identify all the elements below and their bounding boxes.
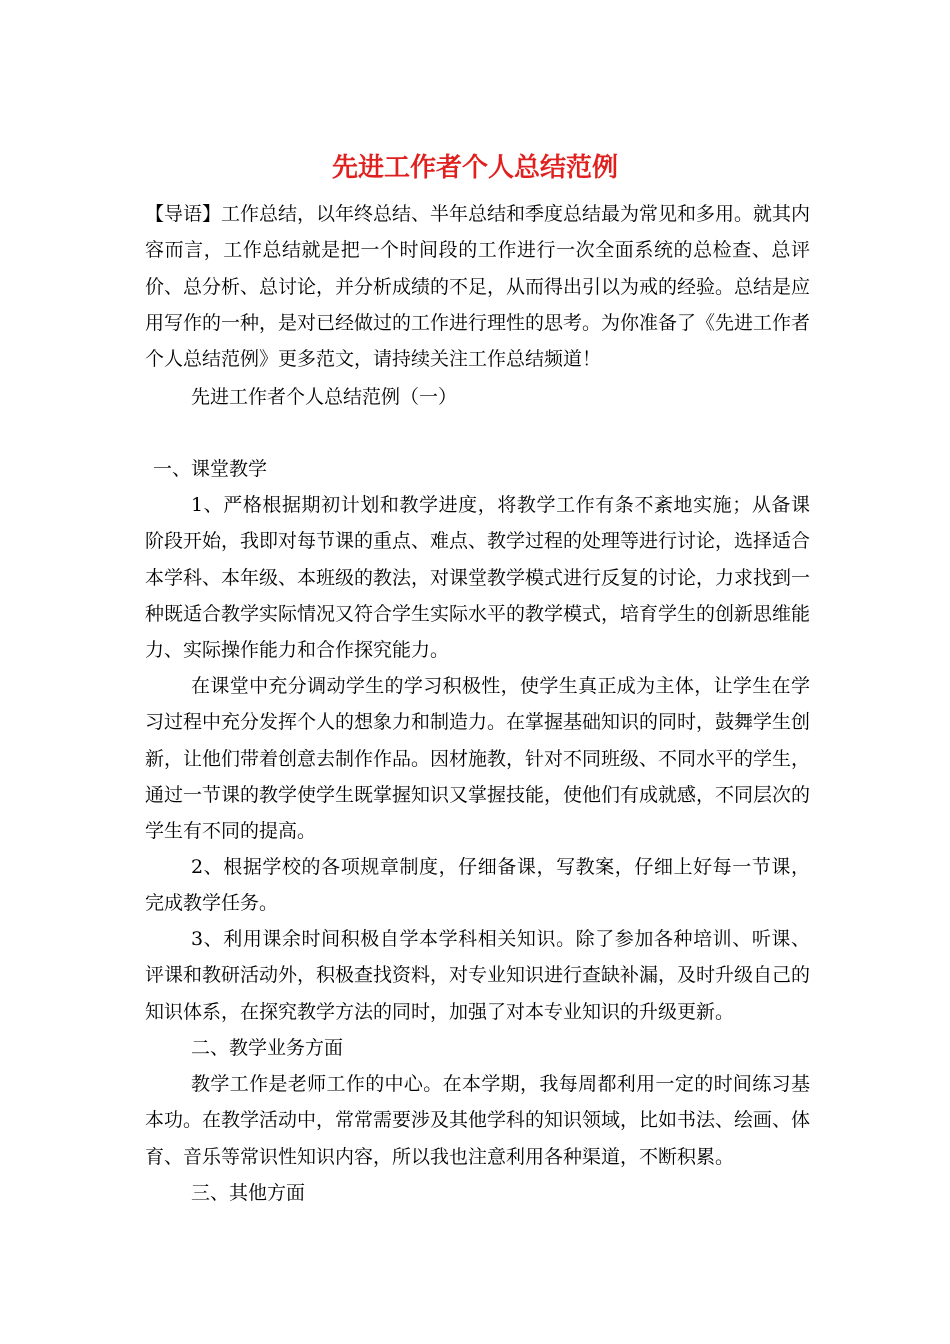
section-2-heading: 二、教学业务方面 bbox=[191, 1037, 344, 1059]
document-title: 先进工作者个人总结范例 bbox=[331, 153, 618, 183]
section-1-paragraph-2: 在课堂中充分调动学生的学习积极性，使学生真正成为主体，让学生在学习过程中充分发挥个人的想象力和制造力。在掌握基础知识的同时，鼓舞学生创新，让他们带着创意去制作作品。因材施教，针对不同班级、不同水平的学生，通过一节课的教学使学生既掌握知识又掌握技能，使他们有成就感，不同层次的学生有不同的提高。 bbox=[145, 675, 811, 843]
section-1-heading: 一、课堂教学 bbox=[153, 458, 268, 480]
section-3-heading: 三、其他方面 bbox=[191, 1182, 306, 1204]
section-1-paragraph-3: 2、根据学校的各项规章制度，仔细备课，写教案，仔细上好每一节课，完成教学任务。 bbox=[145, 856, 810, 915]
subtitle: 先进工作者个人总结范例（一） bbox=[191, 386, 458, 408]
intro-paragraph: 【导语】工作总结，以年终总结、半年总结和季度总结最为常见和多用。就其内容而言，工作总结就是把一个时间段的工作进行一次全面系统的总检查、总评价、总分析、总讨论，并分析成绩的不足，从而得出引以为戒的经验。总结是应用写作的一种，是对已经做过的工作进行理性的思考。为你准备了《先进工作者个人总结范例》更多范文，请持续关注工作总结频道！ bbox=[145, 203, 811, 371]
section-1-paragraph-4: 3、利用课余时间积极自学本学科相关知识。除了参加各种培训、听课、评课和教研活动外，积极查找资料，对专业知识进行查缺补漏，及时升级自己的知识体系，在探究教学方法的同时，加强了对本专业知识的升级更新。 bbox=[145, 928, 811, 1023]
section-1-paragraph-1: 1、严格根据期初计划和教学进度，将教学工作有条不紊地实施；从备课阶段开始，我即对每节课的重点、难点、教学过程的处理等进行讨论，选择适合本学科、本年级、本班级的教法，对课堂教学模式进行反复的讨论，力求找到一种既适合教学实际情况又符合学生实际水平的教学模式，培育学生的创新思维能力、实际操作能力和合作探究能力。 bbox=[145, 494, 811, 662]
section-2-paragraph-1: 教学工作是老师工作的中心。在本学期，我每周都利用一定的时间练习基本功。在教学活动中，常常需要涉及其他学科的知识领域，比如书法、绘画、体育、音乐等常识性知识内容，所以我也注意利用各种渠道，不断积累。 bbox=[145, 1073, 811, 1168]
